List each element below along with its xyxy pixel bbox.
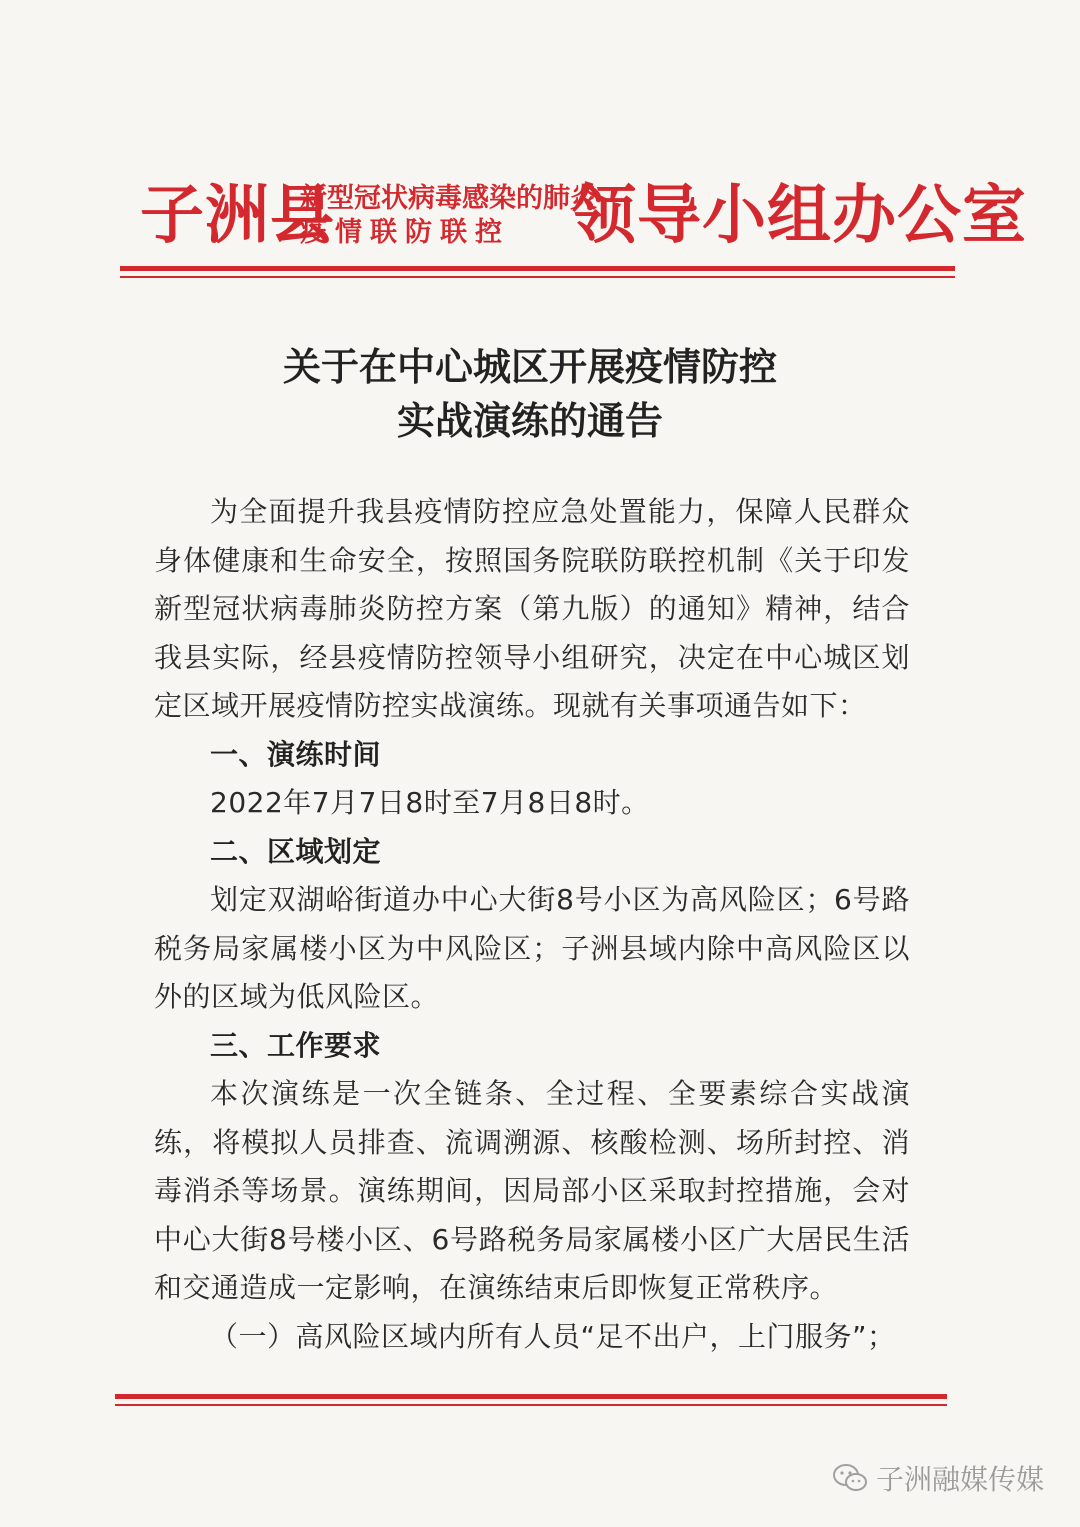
item1-text: （一）高风险区域内所有人员“足不出户，上门服务”；: [210, 1319, 896, 1353]
section2-text: 划定双湖峪街道办中心大街8号小区为高风险区；6号路税务局家属楼小区为中风险区；子洲县域内除中高风险区以外的区域为低风险区。: [154, 883, 910, 1013]
intro-paragraph: 为全面提升我县疫情防控应急处置能力，保障人民群众身体健康和生命安全，按照国务院联防联控机制《关于印发新型冠状病毒肺炎防控方案（第九版）的通知》精神，结合我县实际，经县疫情防控领导小组研究，决定在中心城区划定区域开展疫情防控实战演练。现就有关事项通告如下：: [154, 495, 910, 722]
letterhead-office: 领导小组办公室: [572, 178, 1027, 253]
watermark: [832, 1458, 1044, 1498]
wechat-icon: [832, 1463, 868, 1493]
red-rule-top: [120, 266, 955, 278]
document-title-line1: 关于在中心城区开展疫情防控: [282, 344, 777, 389]
letterhead-middle: [300, 182, 597, 250]
document-title-line2: 实战演练的通告: [396, 398, 663, 443]
section2-heading: 二、区域划定: [210, 834, 382, 868]
document-body: [154, 488, 910, 1361]
section1-text: 2022年7月7日8时至7月8日8时。: [210, 786, 650, 819]
letterhead: [140, 172, 1027, 262]
section1-heading: 一、演练时间: [210, 737, 382, 771]
red-rule-bottom: [115, 1394, 947, 1406]
letterhead-county: 子洲县: [140, 178, 335, 253]
watermark-text: 子洲融媒传媒: [875, 1463, 1044, 1496]
section3-heading: 三、工作要求: [210, 1028, 382, 1062]
letterhead-middle-bottom: 疫情联防联控: [300, 217, 510, 248]
section3-text: 本次演练是一次全链条、全过程、全要素综合实战演练，将模拟人员排查、流调溯源、核酸检测、场所封控、消毒消杀等场景。演练期间，因局部小区采取封控措施，会对中心大街8号楼小区、6号路税务局家属楼小区广大居民生活和交通造成一定影响，在演练结束后即恢复正常秩序。: [154, 1077, 910, 1304]
letterhead-middle-top: 新型冠状病毒感染的肺炎: [300, 183, 597, 214]
